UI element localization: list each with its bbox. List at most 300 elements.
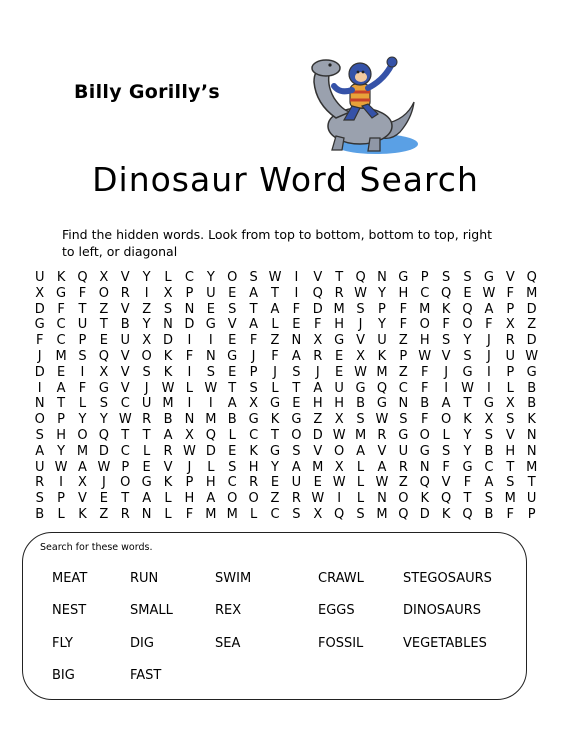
- grid-letter: N: [163, 317, 173, 333]
- grid-letter: D: [34, 364, 45, 380]
- grid-letter: K: [163, 364, 173, 380]
- grid-letter: W: [311, 491, 325, 507]
- grid-letter: T: [121, 427, 130, 443]
- grid-letter: C: [249, 427, 259, 443]
- grid-letter: M: [526, 459, 538, 475]
- grid-letter: E: [292, 396, 301, 412]
- grid-letter: C: [120, 443, 130, 459]
- grid-letter: H: [205, 475, 216, 491]
- grid-letter: E: [335, 364, 344, 380]
- grid-letter: L: [164, 506, 172, 522]
- grid-letter: S: [356, 506, 365, 522]
- grid-letter: G: [227, 348, 238, 364]
- grid-letter: Z: [142, 301, 152, 317]
- grid-letter: N: [184, 301, 195, 317]
- grid-letter: Q: [441, 285, 452, 301]
- grid-letter: X: [78, 475, 87, 491]
- grid-letter: R: [163, 443, 173, 459]
- grid-letter: T: [463, 491, 472, 507]
- grid-letter: F: [185, 348, 194, 364]
- grid-letter: S: [249, 270, 258, 285]
- grid-letter: T: [527, 475, 536, 491]
- grid-letter: T: [506, 459, 515, 475]
- grid-letter: V: [505, 427, 515, 443]
- grid-letter: S: [356, 412, 365, 428]
- word-list-item: EGGS: [318, 603, 355, 618]
- grid-letter: G: [98, 380, 109, 396]
- grid-row: [29, 365, 542, 381]
- grid-row: [29, 412, 542, 428]
- grid-letter: A: [249, 285, 259, 301]
- grid-letter: L: [57, 506, 65, 522]
- grid-letter: V: [120, 301, 130, 317]
- grid-letter: N: [526, 443, 537, 459]
- grid-letter: A: [377, 459, 387, 475]
- grid-letter: X: [334, 459, 344, 475]
- grid-letter: F: [485, 317, 493, 333]
- grid-letter: Q: [462, 506, 473, 522]
- grid-letter: T: [99, 317, 108, 333]
- grid-letter: S: [441, 270, 451, 285]
- grid-letter: J: [37, 348, 42, 364]
- grid-letter: S: [441, 443, 451, 459]
- grid-letter: I: [80, 364, 85, 380]
- grid-letter: G: [398, 427, 409, 443]
- grid-letter: Y: [463, 443, 472, 459]
- grid-letter: W: [161, 380, 175, 396]
- grid-letter: C: [56, 333, 66, 349]
- grid-letter: K: [270, 412, 280, 428]
- grid-letter: A: [142, 491, 152, 507]
- grid-letter: R: [35, 475, 45, 491]
- grid-letter: X: [99, 364, 109, 380]
- grid-row: [29, 286, 542, 302]
- grid-letter: V: [505, 270, 515, 285]
- grid-letter: L: [442, 427, 450, 443]
- grid-letter: S: [441, 333, 451, 349]
- grid-letter: S: [506, 475, 515, 491]
- grid-letter: F: [399, 317, 408, 333]
- grid-letter: X: [313, 333, 323, 349]
- grid-row: [29, 491, 542, 507]
- grid-letter: I: [208, 333, 213, 349]
- grid-letter: S: [484, 427, 494, 443]
- grid-letter: B: [484, 506, 494, 522]
- grid-letter: L: [143, 443, 151, 459]
- grid-letter: C: [398, 380, 408, 396]
- grid-row: [29, 270, 542, 286]
- grid-letter: W: [375, 412, 389, 428]
- grid-letter: G: [376, 396, 387, 412]
- grid-letter: F: [78, 285, 87, 301]
- grid-letter: M: [205, 506, 217, 522]
- grid-letter: Y: [463, 333, 472, 349]
- grid-letter: F: [271, 348, 279, 364]
- grid-letter: L: [228, 427, 236, 443]
- grid-letter: G: [269, 443, 281, 459]
- grid-letter: W: [183, 443, 196, 459]
- grid-letter: Q: [441, 491, 452, 507]
- grid-letter: Y: [57, 443, 66, 459]
- grid-letter: U: [526, 491, 537, 507]
- grid-letter: S: [35, 491, 44, 507]
- grid-letter: Z: [99, 506, 109, 522]
- grid-letter: V: [441, 348, 451, 364]
- grid-letter: I: [486, 380, 491, 396]
- grid-letter: Y: [78, 412, 87, 428]
- grid-row: [29, 381, 542, 397]
- word-list-item: MEAT: [52, 571, 88, 586]
- grid-letter: Q: [355, 270, 366, 285]
- grid-letter: O: [77, 427, 88, 443]
- grid-letter: Y: [99, 412, 108, 428]
- grid-letter: F: [399, 301, 408, 317]
- grid-letter: K: [249, 443, 258, 459]
- grid-letter: X: [505, 396, 515, 412]
- grid-letter: P: [506, 364, 515, 380]
- grid-letter: N: [291, 333, 302, 349]
- grid-letter: X: [184, 427, 194, 443]
- grid-letter: J: [358, 317, 363, 333]
- grid-letter: K: [163, 475, 173, 491]
- word-list-item: CRAWL: [318, 571, 364, 586]
- grid-letter: S: [399, 412, 408, 428]
- grid-letter: K: [56, 270, 66, 285]
- grid-letter: F: [420, 380, 429, 396]
- grid-letter: S: [506, 412, 515, 428]
- grid-letter: Z: [398, 475, 408, 491]
- grid-letter: R: [142, 412, 152, 428]
- word-list-item: FOSSIL: [318, 636, 364, 651]
- grid-letter: U: [77, 317, 88, 333]
- grid-letter: C: [184, 270, 194, 285]
- word-list-item: SEA: [215, 636, 241, 651]
- grid-letter: L: [271, 380, 279, 396]
- grid-letter: N: [419, 459, 430, 475]
- word-list-item: FAST: [130, 668, 162, 683]
- grid-letter: O: [441, 412, 452, 428]
- grid-letter: R: [249, 475, 259, 491]
- grid-letter: B: [527, 380, 537, 396]
- grid-row: [29, 444, 542, 460]
- grid-letter: J: [251, 348, 256, 364]
- grid-letter: F: [506, 285, 515, 301]
- grid-letter: F: [420, 364, 429, 380]
- grid-letter: A: [206, 491, 216, 507]
- grid-letter: S: [78, 348, 87, 364]
- grid-letter: G: [419, 443, 430, 459]
- word-list-item: FLY: [52, 636, 73, 651]
- grid-letter: K: [163, 348, 173, 364]
- grid-letter: W: [375, 475, 389, 491]
- grid-letter: L: [164, 491, 172, 507]
- grid-letter: E: [228, 364, 237, 380]
- brand-title: Billy Gorilly’s: [74, 81, 220, 103]
- grid-letter: M: [376, 506, 388, 522]
- grid-letter: T: [271, 285, 279, 301]
- grid-letter: B: [420, 396, 430, 412]
- grid-letter: W: [97, 459, 111, 475]
- grid-letter: A: [484, 475, 494, 491]
- grid-letter: J: [315, 364, 320, 380]
- grid-letter: L: [271, 317, 279, 333]
- grid-letter: X: [142, 333, 152, 349]
- grid-row: [29, 302, 542, 318]
- grid-letter: P: [57, 412, 65, 428]
- grid-letter: F: [463, 475, 472, 491]
- grid-letter: T: [78, 301, 87, 317]
- grid-letter: Z: [398, 333, 408, 349]
- grid-letter: O: [227, 491, 238, 507]
- grid-letter: E: [270, 475, 280, 491]
- grid-letter: A: [227, 396, 237, 412]
- instructions-text: Find the hidden words. Look from top to bottom, bottom to top, right to left, or diagonal: [62, 227, 493, 259]
- grid-letter: P: [420, 270, 429, 285]
- grid-letter: Q: [398, 506, 409, 522]
- grid-letter: K: [420, 491, 429, 507]
- grid-letter: H: [334, 317, 345, 333]
- grid-letter: I: [144, 285, 149, 301]
- grid-letter: D: [34, 301, 45, 317]
- grid-letter: G: [141, 475, 152, 491]
- grid-letter: S: [484, 491, 494, 507]
- grid-letter: G: [526, 364, 537, 380]
- grid-letter: O: [291, 427, 302, 443]
- grid-letter: D: [163, 333, 174, 349]
- grid-letter: I: [337, 491, 342, 507]
- grid-letter: S: [99, 396, 108, 412]
- word-list-item: DIG: [130, 636, 154, 651]
- grid-letter: A: [291, 459, 301, 475]
- grid-letter: E: [206, 301, 215, 317]
- word-list-item: NEST: [52, 603, 87, 618]
- grid-letter: X: [99, 270, 109, 285]
- word-list-box: [22, 532, 527, 700]
- grid-letter: G: [269, 396, 281, 412]
- grid-letter: N: [141, 506, 152, 522]
- grid-letter: L: [78, 396, 87, 412]
- grid-letter: A: [163, 427, 173, 443]
- grid-letter: S: [228, 459, 237, 475]
- grid-letter: W: [461, 380, 474, 396]
- grid-letter: Q: [419, 475, 430, 491]
- grid-letter: N: [184, 412, 195, 428]
- word-list-item: STEGOSAURS: [403, 571, 492, 586]
- grid-letter: P: [378, 301, 386, 317]
- grid-letter: E: [292, 317, 301, 333]
- grid-letter: B: [163, 412, 173, 428]
- grid-letter: A: [291, 348, 301, 364]
- grid-letter: T: [228, 380, 237, 396]
- grid-letter: S: [163, 301, 173, 317]
- grid-letter: I: [294, 270, 299, 285]
- grid-letter: G: [355, 380, 366, 396]
- grid-letter: J: [444, 364, 449, 380]
- grid-letter: R: [313, 348, 323, 364]
- grid-letter: M: [55, 348, 67, 364]
- grid-letter: A: [249, 317, 259, 333]
- grid-letter: B: [120, 317, 130, 333]
- grid-letter: Z: [270, 333, 280, 349]
- grid-letter: P: [527, 506, 536, 522]
- grid-letter: E: [313, 475, 322, 491]
- grid-letter: L: [164, 270, 172, 285]
- grid-letter: W: [332, 427, 346, 443]
- grid-letter: G: [483, 270, 494, 285]
- grid-letter: H: [56, 427, 66, 443]
- grid-letter: X: [505, 317, 515, 333]
- grid-letter: H: [184, 491, 195, 507]
- grid-letter: W: [525, 348, 539, 364]
- grid-letter: U: [334, 380, 344, 396]
- grid-row: [29, 428, 542, 444]
- grid-row: [29, 349, 542, 365]
- grid-letter: Y: [206, 270, 215, 285]
- grid-letter: V: [227, 317, 237, 333]
- grid-letter: G: [34, 317, 45, 333]
- word-list-item: VEGETABLES: [403, 636, 487, 651]
- grid-letter: U: [206, 285, 216, 301]
- grid-letter: G: [56, 285, 67, 301]
- grid-letter: I: [294, 285, 299, 301]
- grid-letter: P: [121, 459, 130, 475]
- grid-letter: O: [419, 317, 430, 333]
- grid-letter: M: [205, 412, 217, 428]
- grid-row: [29, 475, 542, 491]
- grid-letter: G: [248, 412, 259, 428]
- grid-letter: S: [292, 506, 301, 522]
- grid-letter: U: [141, 396, 152, 412]
- grid-letter: Q: [98, 348, 109, 364]
- grid-letter: D: [526, 333, 537, 349]
- grid-row: [29, 333, 542, 349]
- grid-letter: A: [270, 301, 280, 317]
- grid-letter: U: [34, 270, 45, 285]
- grid-letter: Y: [142, 270, 151, 285]
- grid-letter: P: [185, 475, 194, 491]
- grid-letter: N: [398, 396, 409, 412]
- grid-letter: E: [228, 333, 237, 349]
- grid-letter: A: [35, 443, 45, 459]
- grid-letter: L: [356, 491, 365, 507]
- grid-letter: S: [463, 270, 472, 285]
- grid-letter: E: [228, 285, 237, 301]
- grid-letter: T: [271, 427, 279, 443]
- grid-letter: T: [57, 396, 66, 412]
- grid-letter: Y: [463, 427, 472, 443]
- grid-letter: D: [205, 443, 216, 459]
- grid-letter: T: [142, 427, 151, 443]
- grid-letter: X: [163, 285, 173, 301]
- grid-letter: F: [442, 317, 450, 333]
- grid-letter: D: [184, 317, 195, 333]
- grid-letter: M: [526, 285, 538, 301]
- grid-letter: V: [78, 491, 87, 507]
- grid-letter: Q: [462, 301, 473, 317]
- grid-letter: S: [292, 364, 301, 380]
- grid-letter: G: [205, 317, 216, 333]
- grid-letter: L: [356, 475, 365, 491]
- grid-letter: M: [333, 301, 345, 317]
- grid-letter: V: [356, 333, 365, 349]
- grid-letter: J: [486, 333, 491, 349]
- grid-letter: M: [354, 427, 367, 443]
- grid-letter: K: [441, 301, 451, 317]
- grid-letter: R: [377, 427, 387, 443]
- grid-letter: V: [163, 459, 173, 475]
- grid-letter: R: [291, 491, 301, 507]
- grid-letter: C: [227, 475, 237, 491]
- grid-letter: C: [56, 317, 66, 333]
- grid-letter: M: [504, 491, 516, 507]
- grid-letter: U: [291, 475, 302, 491]
- grid-letter: R: [398, 459, 408, 475]
- grid-letter: F: [78, 380, 87, 396]
- grid-letter: K: [463, 412, 472, 428]
- grid-letter: M: [419, 301, 431, 317]
- grid-letter: O: [141, 348, 152, 364]
- grid-letter: X: [334, 412, 344, 428]
- grid-letter: C: [270, 506, 280, 522]
- grid-letter: C: [420, 285, 430, 301]
- grid-letter: U: [34, 459, 45, 475]
- grid-letter: O: [98, 285, 109, 301]
- grid-letter: U: [120, 333, 131, 349]
- grid-letter: F: [506, 506, 515, 522]
- page-title: Dinosaur Word Search: [92, 160, 479, 199]
- grid-letter: T: [463, 396, 472, 412]
- grid-letter: D: [98, 443, 109, 459]
- grid-letter: F: [420, 412, 429, 428]
- grid-letter: F: [185, 506, 194, 522]
- grid-letter: T: [249, 301, 258, 317]
- grid-letter: Q: [376, 380, 388, 396]
- grid-letter: F: [35, 333, 44, 349]
- grid-letter: A: [56, 380, 66, 396]
- grid-letter: M: [376, 364, 388, 380]
- grid-letter: O: [227, 270, 238, 285]
- grid-letter: F: [57, 301, 65, 317]
- grid-letter: E: [56, 364, 66, 380]
- grid-letter: Y: [377, 317, 386, 333]
- grid-letter: H: [248, 459, 259, 475]
- grid-letter: W: [268, 270, 282, 285]
- grid-letter: W: [354, 364, 367, 380]
- grid-letter: Q: [526, 270, 537, 285]
- word-list-item: BIG: [52, 668, 75, 683]
- grid-letter: F: [442, 459, 450, 475]
- grid-letter: J: [144, 380, 149, 396]
- grid-letter: H: [312, 396, 323, 412]
- word-list-item: REX: [215, 603, 242, 618]
- grid-letter: V: [120, 364, 130, 380]
- grid-letter: O: [120, 475, 131, 491]
- grid-letter: D: [312, 427, 323, 443]
- grid-letter: I: [187, 364, 192, 380]
- grid-letter: N: [526, 427, 537, 443]
- grid-letter: O: [462, 317, 473, 333]
- word-list-item: SMALL: [130, 603, 173, 618]
- grid-row: [29, 317, 542, 333]
- grid-letter: X: [313, 506, 323, 522]
- grid-letter: J: [101, 475, 106, 491]
- grid-letter: O: [419, 427, 430, 443]
- grid-letter: I: [59, 475, 63, 491]
- word-list-item: RUN: [130, 571, 159, 586]
- grid-letter: M: [226, 506, 238, 522]
- grid-letter: N: [377, 270, 387, 285]
- grid-letter: X: [249, 396, 259, 412]
